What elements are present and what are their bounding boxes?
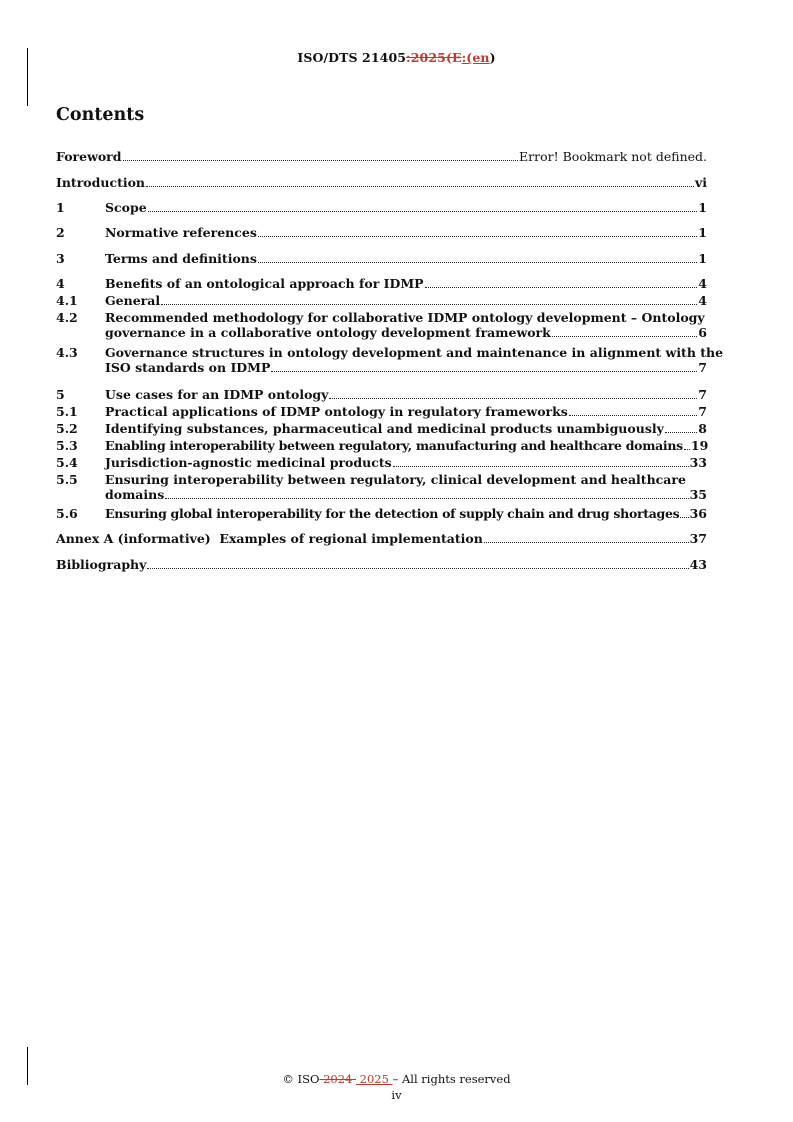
toc-entry-page: 7	[698, 404, 707, 419]
toc-entry-page: 4	[698, 276, 707, 291]
toc-entry-number: 4.3	[56, 345, 78, 360]
header-standard: ISO/DTS 21405	[297, 50, 407, 65]
toc-entry-number: 5.6	[56, 506, 78, 521]
toc-entry-title[interactable]: Normative references	[105, 225, 257, 240]
toc-entry-title[interactable]: Introduction	[56, 175, 146, 190]
toc-entry-page: 37	[689, 531, 707, 546]
toc-dot-leader	[665, 432, 697, 433]
toc-entry-title[interactable]: Scope	[105, 200, 147, 215]
header-inserted-text: :(en	[461, 50, 490, 65]
toc-entry-title[interactable]: Benefits of an ontological approach for IDMP	[105, 276, 424, 291]
toc-entry-bibliography[interactable]	[56, 557, 707, 572]
toc-entry-title-line1[interactable]: Ensuring interoperability between regulatory, clinical development and healthcare	[105, 472, 686, 487]
contents-title: Contents	[56, 105, 145, 125]
toc-dot-leader	[271, 371, 697, 372]
toc-dot-leader	[258, 236, 697, 237]
toc-entry-number: 4	[56, 276, 65, 291]
toc-entry-normative-references[interactable]	[56, 225, 707, 240]
toc-entry-title-line1[interactable]: Governance structures in ontology development and maintenance in alignment with the	[105, 345, 724, 360]
toc-entry-page: 7	[698, 360, 707, 375]
footer-inserted-year: 2025	[356, 1072, 393, 1086]
toc-entry-page: 43	[689, 557, 707, 572]
toc-dot-leader	[258, 262, 697, 263]
toc-entry-number: 3	[56, 251, 65, 266]
toc-entry-title[interactable]: Jurisdiction-agnostic medicinal products	[105, 455, 392, 470]
toc-entry-identifying-substances[interactable]	[56, 421, 707, 436]
toc-entry-page: 6	[698, 325, 707, 340]
toc-dot-leader	[165, 498, 688, 499]
toc-entry-foreword[interactable]	[56, 149, 707, 164]
toc-entry-governance-structures[interactable]	[56, 345, 724, 375]
toc-entry-page: 8	[698, 421, 707, 436]
toc-entry-introduction[interactable]	[56, 175, 707, 190]
toc-entry-title[interactable]: General	[105, 293, 161, 308]
toc-entry-number: 5.2	[56, 421, 78, 436]
footer-prefix: © ISO	[282, 1072, 320, 1086]
toc-entry-title[interactable]: Foreword	[56, 149, 122, 164]
toc-entry-page: 19	[690, 438, 709, 453]
toc-dot-leader	[552, 336, 697, 337]
toc-entry-ensuring-interoperability[interactable]	[56, 472, 707, 502]
toc-entry-number: 5.5	[56, 472, 78, 487]
copyright-footer	[0, 1072, 793, 1086]
toc-entry-title[interactable]: Use cases for an IDMP ontology	[105, 387, 329, 402]
toc-dot-leader	[684, 449, 690, 450]
toc-entry-enabling-interoperability[interactable]	[56, 438, 707, 453]
toc-entry-page: vi	[694, 175, 707, 190]
toc-entry-title[interactable]: governance in a collaborative ontology development framework	[105, 325, 551, 340]
toc-entry-number: 5.3	[56, 438, 78, 453]
toc-entry-practical-applications[interactable]	[56, 404, 707, 419]
toc-entry-page: 4	[698, 293, 707, 308]
toc-entry-jurisdiction-agnostic[interactable]	[56, 455, 707, 470]
toc-dot-leader	[425, 287, 698, 288]
toc-entry-page: 7	[698, 387, 707, 402]
toc-dot-leader	[148, 211, 698, 212]
toc-entry-global-interoperability[interactable]	[56, 506, 707, 521]
toc-entry-title[interactable]: domains	[105, 487, 165, 502]
toc-dot-leader	[123, 160, 519, 161]
toc-entry-page: 35	[689, 487, 707, 502]
toc-entry-number: 4.2	[56, 310, 78, 325]
toc-entry-title[interactable]: Identifying substances, pharmaceutical and medicinal products unambiguously	[105, 421, 664, 436]
toc-entry-title[interactable]: Practical applications of IDMP ontology in regulatory frameworks	[105, 404, 568, 419]
toc-entry-page: 1	[698, 225, 707, 240]
toc-dot-leader	[393, 466, 689, 467]
toc-entry-number: 4.1	[56, 293, 78, 308]
toc-dot-leader	[484, 542, 689, 543]
toc-entry-terms-and-definitions[interactable]	[56, 251, 707, 266]
header-closing: )	[489, 50, 496, 65]
toc-entry-page: 1	[698, 200, 707, 215]
toc-entry-title-line1[interactable]: Recommended methodology for collaborative IDMP ontology development – Ontology	[105, 310, 705, 325]
toc-entry-scope[interactable]	[56, 200, 707, 215]
toc-entry-page: 33	[689, 455, 707, 470]
toc-dot-leader	[329, 398, 697, 399]
toc-entry-annex-a[interactable]	[56, 531, 707, 546]
toc-entry-number: 2	[56, 225, 65, 240]
toc-dot-leader	[569, 415, 697, 416]
toc-entry-number: 1	[56, 200, 65, 215]
footer-deleted-year: 2024	[319, 1072, 356, 1086]
document-header	[0, 50, 793, 65]
toc-entry-number: 5.1	[56, 404, 78, 419]
toc-entry-title[interactable]: Terms and definitions	[105, 251, 257, 266]
toc-entry-title[interactable]: Bibliography	[56, 557, 147, 572]
toc-entry-title[interactable]: Annex A (informative) Examples of regional implementation	[56, 531, 483, 546]
toc-entry-recommended-methodology[interactable]	[56, 310, 707, 340]
toc-entry-title[interactable]: Ensuring global interoperability for the detection of supply chain and drug shortages	[105, 506, 680, 521]
toc-dot-leader	[146, 186, 694, 187]
toc-entry-page: 36	[689, 506, 707, 521]
toc-entry-page: Error! Bookmark not defined.	[519, 149, 707, 164]
header-deleted-text: :2025(E	[406, 50, 462, 65]
toc-entry-use-cases[interactable]	[56, 387, 707, 402]
toc-entry-general[interactable]	[56, 293, 707, 308]
toc-entry-page: 1	[698, 251, 707, 266]
toc-dot-leader	[161, 304, 697, 305]
footer-suffix: – All rights reserved	[392, 1072, 511, 1086]
toc-entry-title[interactable]: ISO standards on IDMP	[105, 360, 271, 375]
page-number: iv	[391, 1088, 402, 1102]
toc-entry-title[interactable]: Enabling interoperability between regulatory, manufacturing and healthcare domains	[105, 438, 683, 453]
toc-entry-number: 5.4	[56, 455, 78, 470]
toc-dot-leader	[147, 568, 688, 569]
toc-entry-benefits[interactable]	[56, 276, 707, 291]
toc-dot-leader	[680, 517, 688, 518]
toc-entry-number: 5	[56, 387, 65, 402]
